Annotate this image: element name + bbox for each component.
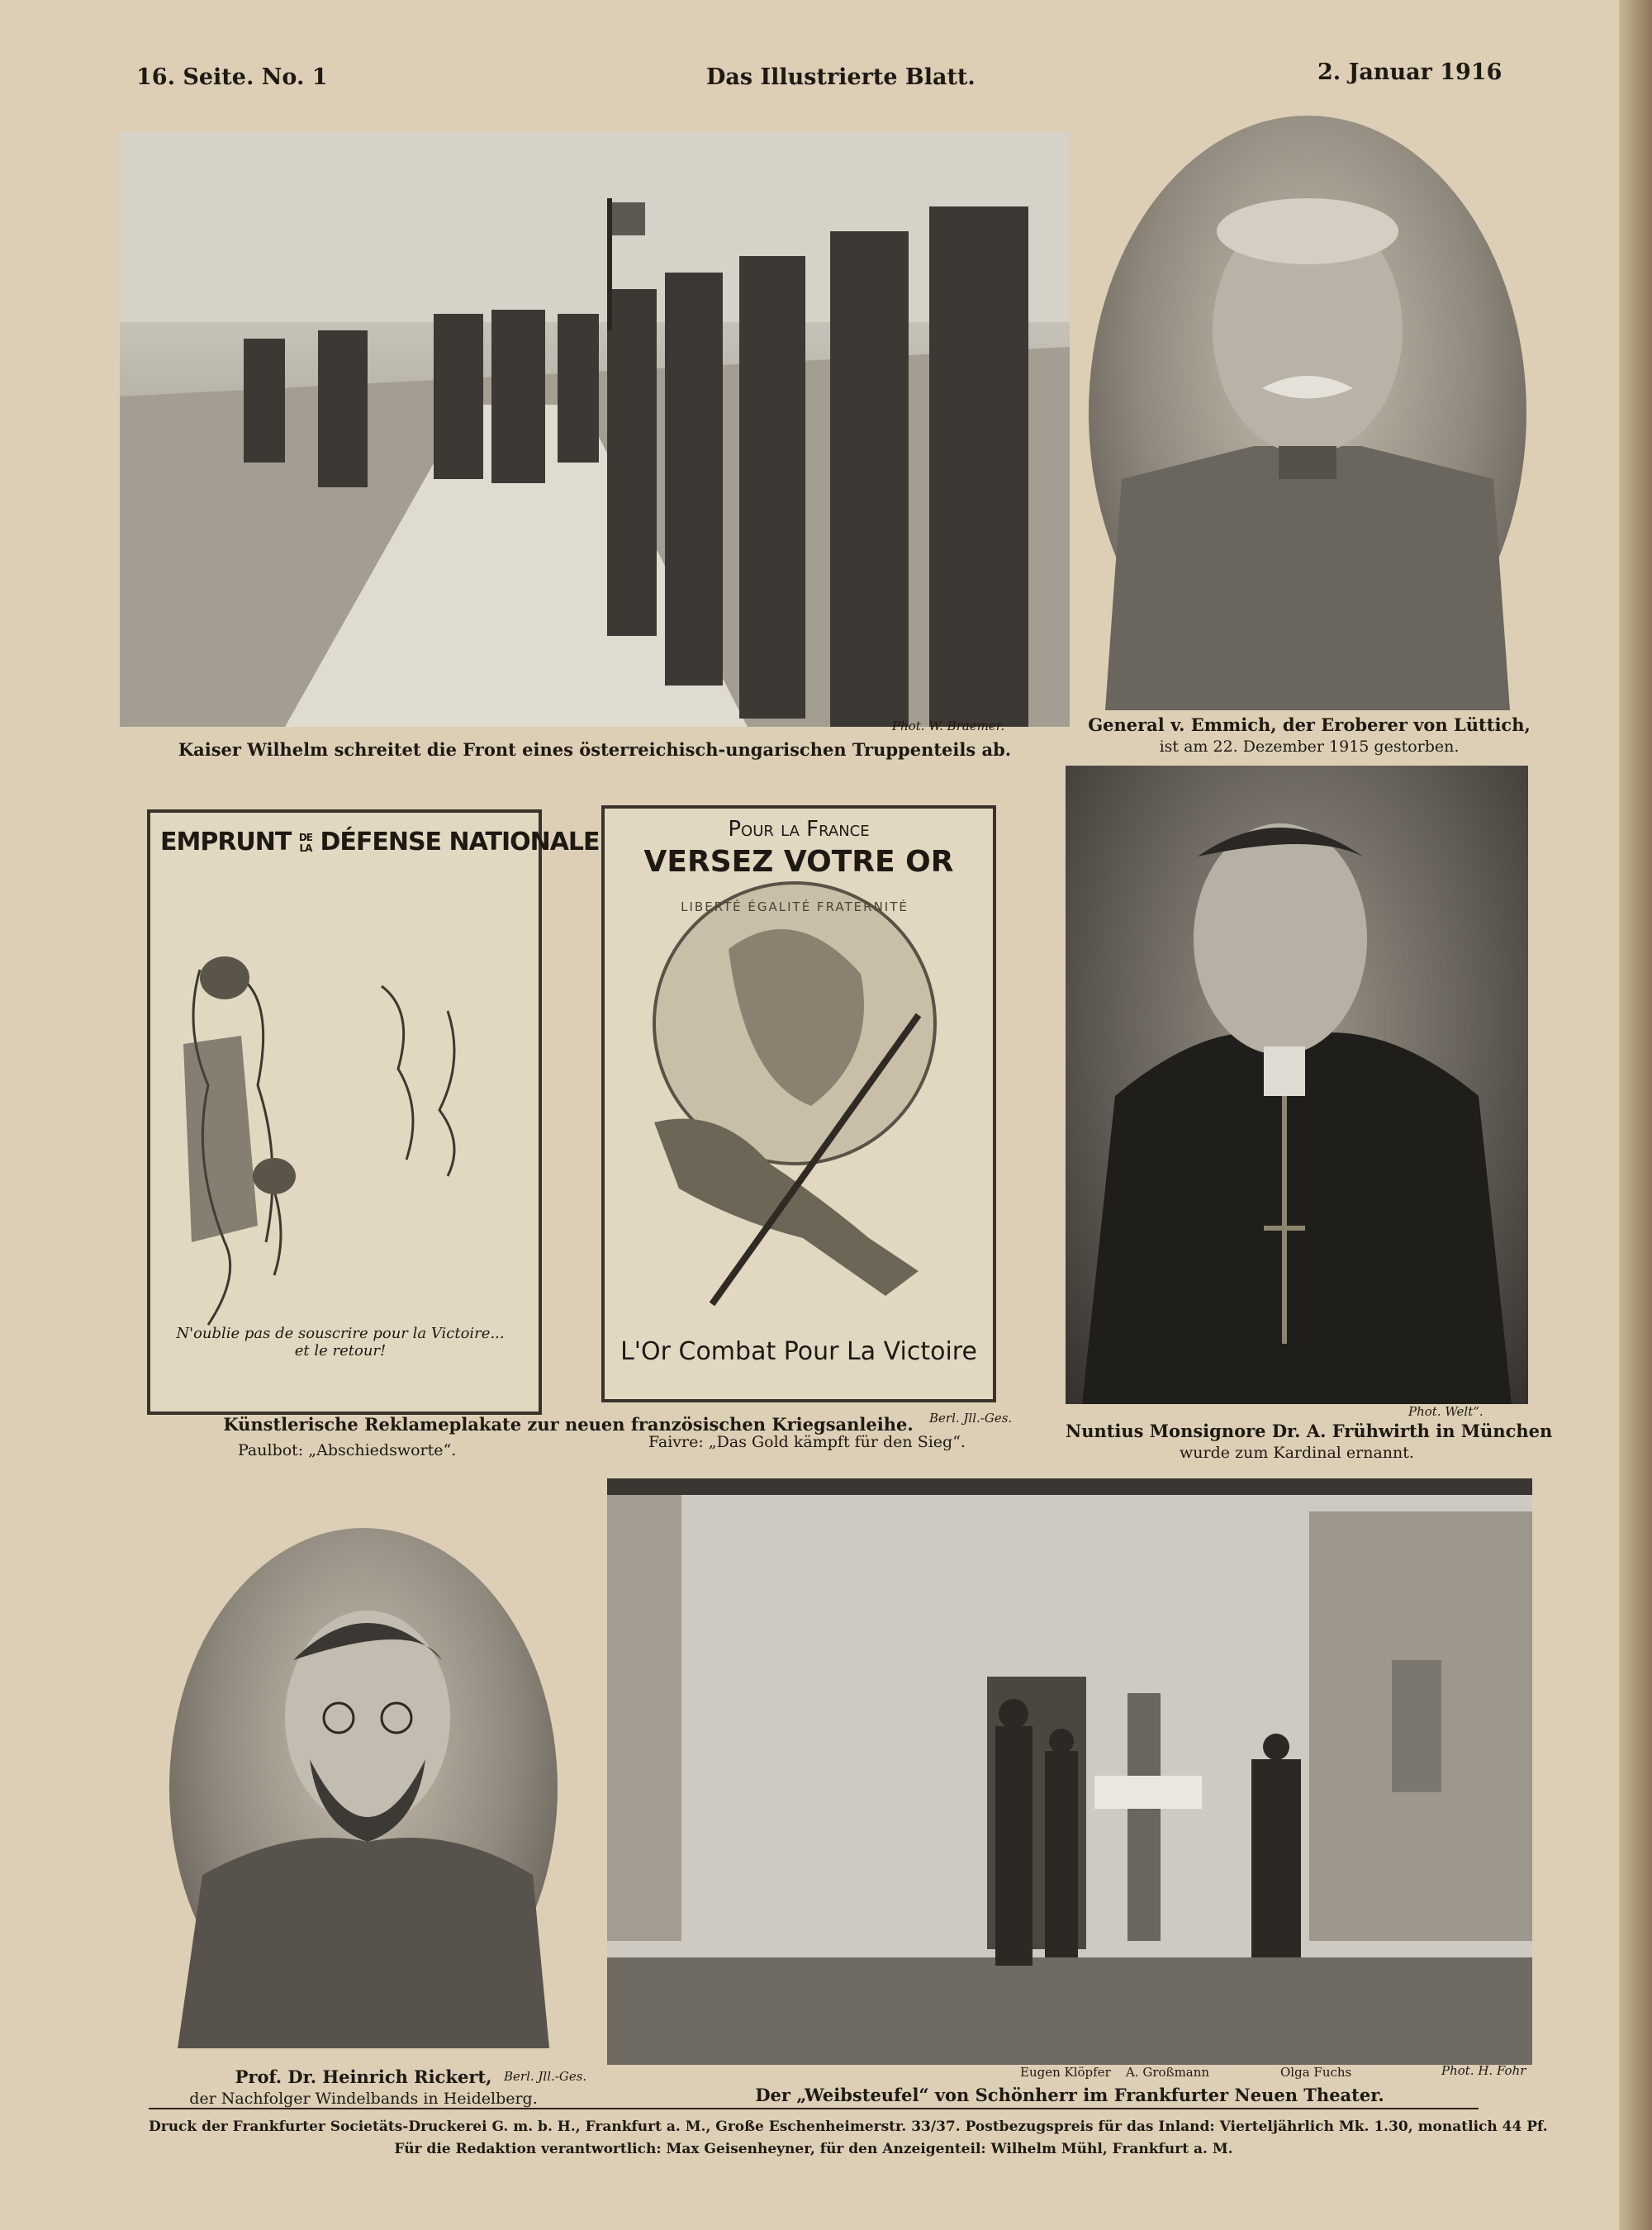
page-number-label: 16. Seite. No. 1 (136, 64, 328, 90)
nuntius-figure (1066, 766, 1528, 1404)
nuntius-caption-line2: wurde zum Kardinal ernannt. (1180, 1444, 1414, 1462)
posters-credit: Berl. Jll.-Ges. (929, 1411, 1013, 1426)
poster-versez-coin-text: LIBERTÉ ÉGALITÉ FRATERNITÉ (681, 899, 909, 914)
emmich-portrait (1089, 116, 1526, 710)
poster-emprunt-title: EMPRUNT DE LA DÉFENSE NATIONALE (160, 828, 600, 856)
theater-actor-grossmann: A. Großmann (1126, 2065, 1210, 2080)
theater-caption: Der „Weibsteufel“ von Schönherr im Frankfurter Neuen Theater. (755, 2085, 1384, 2105)
rickert-caption-line2: der Nachfolger Windelbands in Heidelberg. (189, 2090, 538, 2108)
rickert-portrait (169, 1528, 558, 2048)
posters-caption: Künstlerische Reklameplakate zur neuen französischen Kriegsanleihe. (223, 1414, 914, 1435)
poster-right-subcaption: Faivre: „Das Gold kämpft für den Sieg“. (648, 1433, 966, 1451)
poster-versez-headline: VERSEZ VOTRE OR (643, 845, 954, 879)
poster-left-subcaption: Paulbot: „Abschiedsworte“. (238, 1441, 457, 1459)
poster-versez-drawing (605, 809, 993, 1399)
poster-emprunt-handwriting: N'oublie pas de souscrire pour la Victoire... et le retour! (176, 1325, 505, 1359)
theater-photo-credit: Phot. H. Fohr (1441, 2063, 1526, 2078)
nuntius-caption: Nuntius Monsignore Dr. A. Frühwirth in München (1066, 1421, 1553, 1441)
footer-editors: Für die Redaktion verantwortlich: Max Geisenheyner, für den Anzeigenteil: Wilhelm Mühl, Frankfurt a. M. (394, 2141, 1233, 2157)
kaiser-caption: Kaiser Wilhelm schreitet die Front eines österreichisch-ungarischen Truppenteils ab. (178, 739, 1012, 760)
poster-versez-top: Pour la France (728, 817, 870, 842)
theater-actor-kloepfer: Eugen Klöpfer (1020, 2065, 1111, 2080)
poster-emprunt (147, 809, 600, 1415)
emmich-caption: General v. Emmich, der Eroberer von Lüttich, (1088, 714, 1531, 735)
theater-stage-illustration (607, 1478, 1532, 2065)
rickert-caption: Prof. Dr. Heinrich Rickert, (235, 2066, 492, 2087)
footer-rule (149, 2108, 1479, 2109)
kaiser-troops-illustration (120, 132, 1070, 727)
poster-emprunt-drawing (150, 813, 539, 1412)
rickert-figure (169, 1528, 558, 2048)
nuntius-photo-credit: Phot. Welt“. (1408, 1404, 1483, 1419)
rickert-photo-credit: Berl. Jll.-Ges. (504, 2069, 587, 2084)
issue-date: 2. Januar 1916 (1317, 59, 1502, 85)
poster-versez (601, 805, 996, 1402)
masthead: Das Illustrierte Blatt. (706, 64, 976, 90)
emmich-caption-date: ist am 22. Dezember 1915 gestorben. (1159, 738, 1460, 756)
theater-actor-fuchs: Olga Fuchs (1280, 2065, 1352, 2080)
kaiser-troops-photo (120, 132, 1070, 727)
emmich-figure (1089, 116, 1526, 710)
footer-imprint: Druck der Frankfurter Societäts-Druckerei G. m. b. H., Frankfurt a. M., Große Eschenheimerstr. 33/37. Postbezugspreis für das Inland: Vierteljährlich Mk. 1.30, monatlich 44 Pf. (149, 2118, 1548, 2135)
page-edge (1619, 0, 1652, 2230)
nuntius-portrait (1066, 766, 1528, 1404)
theater-stage-photo (607, 1478, 1532, 2065)
kaiser-photo-credit: Phot. W. Braemer. (892, 719, 1005, 733)
poster-versez-bottom: L'Or Combat Pour La Victoire (620, 1337, 977, 1366)
